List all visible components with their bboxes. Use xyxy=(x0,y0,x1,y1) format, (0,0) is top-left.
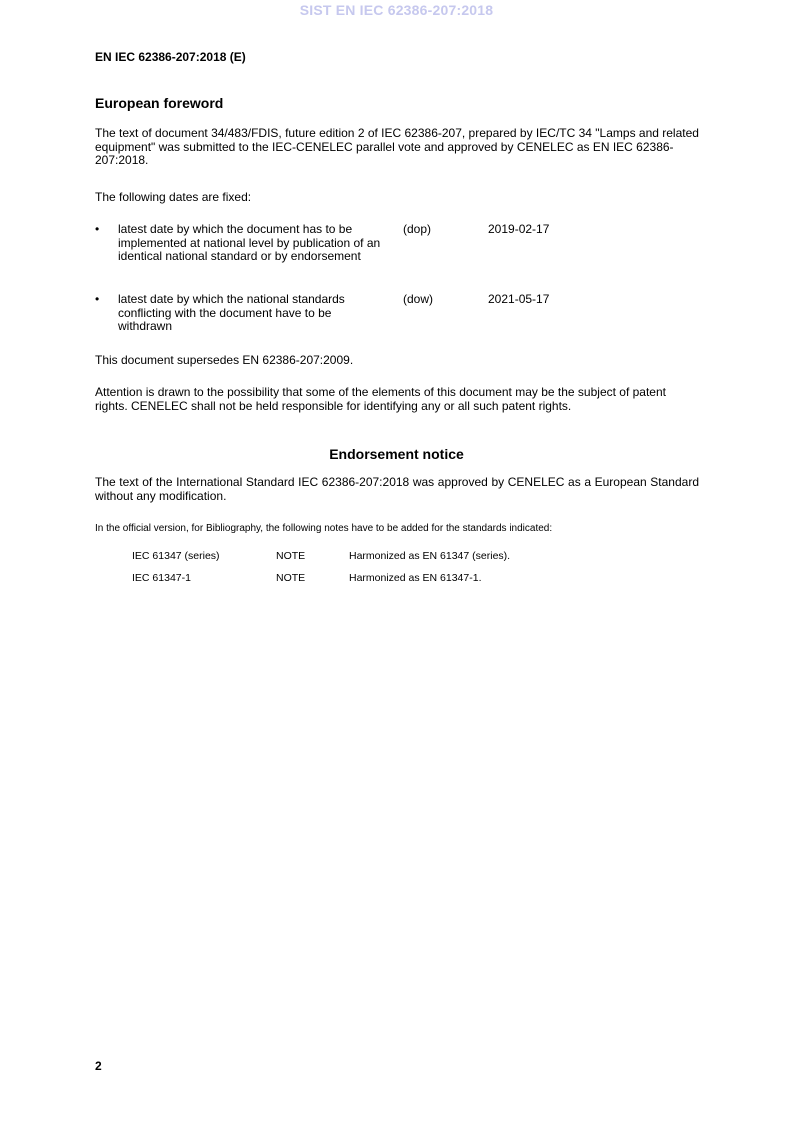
date-item-dow xyxy=(95,293,699,353)
page-number: 2 xyxy=(95,1059,102,1073)
supersedes-paragraph: This document supersedes EN 62386-207:2009. xyxy=(95,353,354,367)
endorsement-notice-heading: Endorsement notice xyxy=(329,446,464,462)
note-label: NOTE xyxy=(276,550,306,562)
european-foreword-heading: European foreword xyxy=(95,95,224,111)
bullet-icon: • xyxy=(95,222,100,236)
watermark: SIST EN IEC 62386-207:2018 xyxy=(299,2,494,18)
date-item-dop xyxy=(95,223,699,283)
note-label: NOTE xyxy=(276,572,306,584)
date-item-description: latest date by which the document has to be implemented at national level by publication of an identical national standard or by endorsement xyxy=(118,222,381,263)
date-item-code: (dop) xyxy=(403,222,432,236)
date-item-description: latest date by which the national standards conflicting with the document have to be withdrawn xyxy=(118,292,345,333)
document-id-header: EN IEC 62386-207:2018 (E) xyxy=(95,50,246,64)
bullet-icon: • xyxy=(95,292,100,306)
patent-paragraph: Attention is drawn to the possibility that some of the elements of this document may be the subject of patent rights. CENELEC shall not be held responsible for identifying any or all such patent rights. xyxy=(95,385,666,413)
date-item-value: 2019-02-17 xyxy=(488,222,550,236)
note-text: Harmonized as EN 61347 (series). xyxy=(349,550,511,562)
bibliography-intro-paragraph: In the official version, for Bibliography, the following notes have to be added for the standards indicated: xyxy=(95,523,553,534)
date-item-code: (dow) xyxy=(403,292,434,306)
note-text: Harmonized as EN 61347-1. xyxy=(349,572,482,584)
foreword-intro-paragraph: The text of document 34/483/FDIS, future edition 2 of IEC 62386-207, prepared by IEC/TC 34 "Lamps and related equipment" was submitted to the IEC-CENELEC parallel vote and approved by CENELEC as EN IEC 62386-207:2018. xyxy=(95,126,699,167)
note-standard-ref: IEC 61347-1 xyxy=(132,572,191,584)
dates-intro-paragraph: The following dates are fixed: xyxy=(95,190,252,204)
date-item-value: 2021-05-17 xyxy=(488,292,550,306)
note-standard-ref: IEC 61347 (series) xyxy=(132,550,220,562)
endorsement-text-paragraph: The text of the International Standard IEC 62386-207:2018 was approved by CENELEC as a European Standard without any modification. xyxy=(95,475,699,503)
